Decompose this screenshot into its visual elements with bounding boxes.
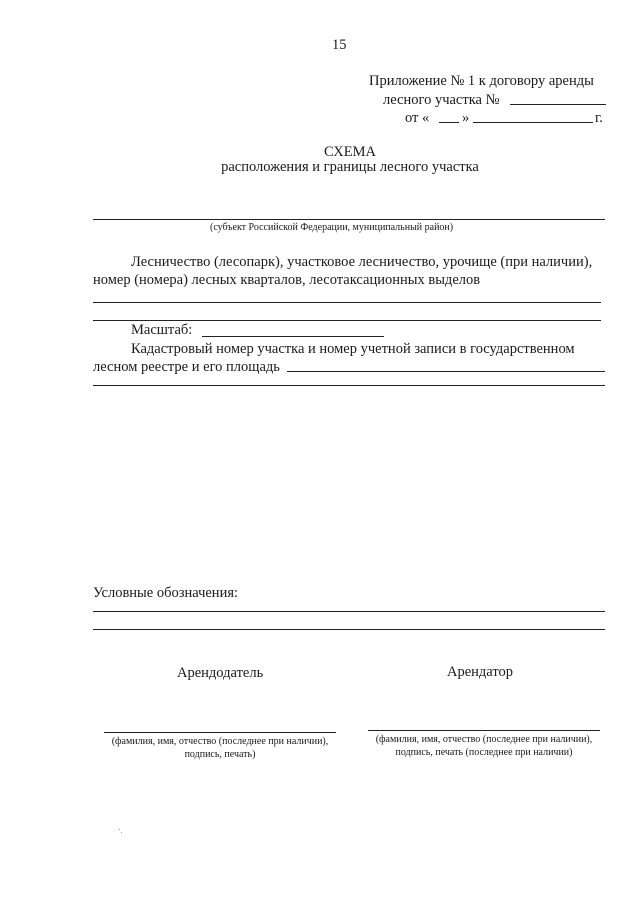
date-day-blank[interactable] — [439, 122, 459, 123]
cadastre-blank-2[interactable] — [93, 385, 605, 386]
scan-speck — [119, 829, 120, 830]
lease-number-blank[interactable] — [510, 104, 606, 105]
appendix-reference: Приложение № 1 к договору аренды — [369, 73, 594, 89]
scan-speck — [121, 832, 122, 833]
subject-caption: (субъект Российской Федерации, муниципальный район) — [210, 222, 454, 233]
lessor-caption-line1: (фамилия, имя, отчество (последнее при наличии), — [111, 736, 329, 747]
lessee-caption-line1: (фамилия, имя, отчество (последнее при наличии), — [375, 734, 593, 745]
date-prefix: от « — [405, 110, 430, 126]
date-mid: » — [462, 110, 470, 126]
legend-label: Условные обозначения: — [93, 585, 239, 601]
cadastre-blank-1[interactable] — [287, 371, 605, 372]
lessor-caption-line2: подпись, печать) — [184, 749, 256, 760]
forestry-blank-2[interactable] — [93, 320, 601, 321]
forestry-blank-1[interactable] — [93, 302, 601, 303]
subject-blank[interactable] — [93, 219, 605, 220]
forestry-text-line2: номер (номера) лесных кварталов, лесотаксационных выделов — [93, 272, 481, 288]
lessor-label: Арендодатель — [177, 665, 264, 681]
lessee-caption-line2: подпись, печать (последнее при наличии) — [395, 747, 573, 758]
forestry-text-line1: Лесничество (лесопарк), участковое лесничество, урочище (при наличии), — [131, 254, 593, 270]
lease-number-label: лесного участка № — [383, 92, 500, 108]
lessee-label: Арендатор — [447, 664, 514, 680]
legend-blank-2[interactable] — [93, 629, 605, 630]
page-number: 15 — [332, 37, 347, 53]
date-suffix: г. — [595, 110, 603, 126]
scale-blank[interactable] — [202, 336, 384, 337]
cadastre-text-line1: Кадастровый номер участка и номер учетной записи в государственном — [131, 341, 575, 357]
lessee-signature-blank[interactable] — [368, 730, 600, 731]
scale-label: Масштаб: — [131, 322, 193, 338]
date-month-year-blank[interactable] — [473, 122, 593, 123]
scheme-subtitle: расположения и границы лесного участка — [221, 159, 479, 175]
cadastre-text-line2: лесном реестре и его площадь — [93, 359, 280, 375]
lessor-signature-blank[interactable] — [104, 732, 336, 733]
legend-blank-1[interactable] — [93, 611, 605, 612]
scheme-title: СХЕМА — [324, 144, 376, 160]
